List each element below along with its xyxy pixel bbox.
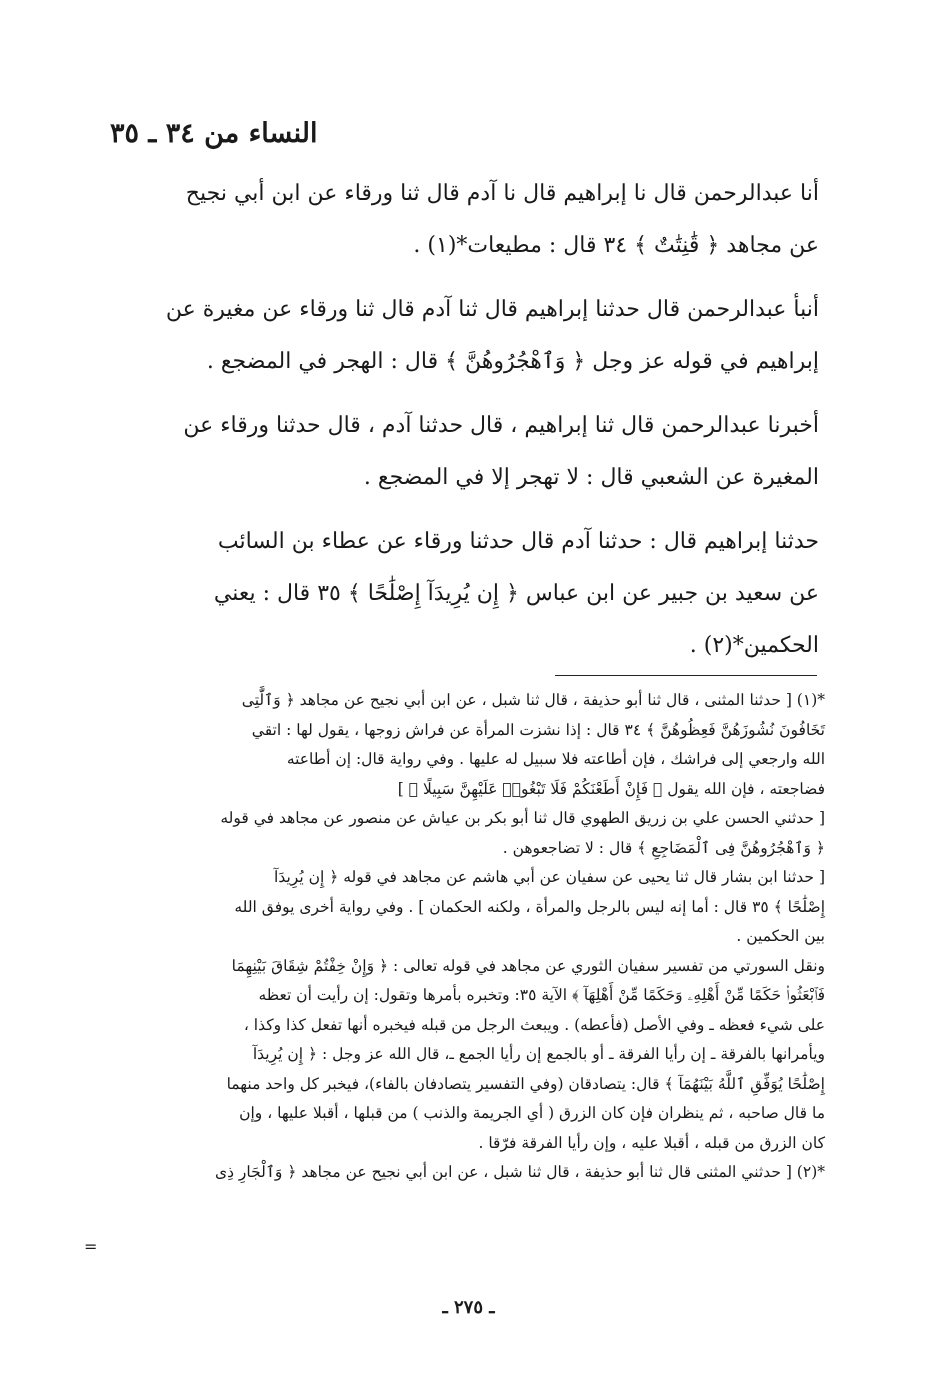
text-line: المغيرة عن الشعبي قال : لا تهجر إلا في المضجع . xyxy=(363,465,819,490)
footnote-line: كان الزرق من قبله ، أقبلا عليه ، وإن رأيا الفرقة فرّقا . xyxy=(478,1133,825,1152)
text-line: حدثنا إبراهيم قال : حدثنا آدم قال حدثنا ورقاء عن عطاء بن السائب xyxy=(217,529,819,554)
text-line: أخبرنا عبدالرحمن قال ثنا إبراهيم ، قال حدثنا آدم ، قال حدثنا ورقاء عن xyxy=(183,413,819,438)
footnote-line: فَٱبْعَثُوا۟ حَكَمًا مِّنْ أَهْلِهِۦ وَحَكَمًا مِّنْ أَهْلِهَآ ﴾ الآية ٣٥: وتخبره بأمرها وتقول: إن رأيت أن تعظه xyxy=(258,986,825,1004)
footnote-line: *(١) [ حدثنا المثنى ، قال ثنا أبو حذيفة ، قال ثنا شبل ، عن ابن أبي نجيح عن مجاهد ﴿ وَٱلَّٰتِى xyxy=(241,691,825,709)
text-line: أنا عبدالرحمن قال نا إبراهيم قال نا آدم قال ثنا ورقاء عن ابن أبي نجيح xyxy=(185,181,819,206)
text-line: أنبأ عبدالرحمن قال حدثنا إبراهيم قال ثنا آدم قال ثنا ورقاء عن مغيرة عن xyxy=(165,297,819,322)
footnote-line: بين الحكمين . xyxy=(736,927,825,945)
footnote xyxy=(112,952,825,1159)
continuation-mark: = xyxy=(84,1237,98,1256)
footnote-line: [ حدثنا ابن بشار قال ثنا يحيى عن سفيان عن أبي هاشم عن مجاهد في قوله ﴿ إِن يُرِيدَآ xyxy=(274,868,825,886)
footnote-line: إِصْلَٰحًا ﴾ ٣٥ قال : أما إنه ليس بالرجل والمرأة ، ولكنه الحكمان ] . وفي رواية أخرى يوفق الله xyxy=(234,897,825,916)
page-header-title: النساء من ٣٤ ـ ٣٥ xyxy=(110,118,318,149)
footnote-line: ويأمرانها بالفرقة ـ إن رأيا الفرقة ـ أو بالجمع إن رأيا الجمع ـ، قال الله عز وجل : ﴿ إِن يُرِيدَآ xyxy=(252,1045,825,1063)
text-line: الحكمين*(٢) . xyxy=(689,633,819,658)
main-text xyxy=(112,168,819,684)
page-number: ـ ٢٧٥ ـ xyxy=(442,1297,495,1318)
paragraph xyxy=(112,516,819,672)
footnote-separator xyxy=(555,675,817,676)
footnote-line: إِصْلَٰحًا يُوَفِّقِ ٱللَّهُ بَيْنَهُمَآ ﴾ قال: يتصادقان (وفي التفسير يتصادفان بالفاء)، فيخبر كل واحد منهما xyxy=(226,1074,825,1093)
footnote xyxy=(112,1158,825,1188)
footnote-line: ما قال صاحبه ، ثم ينظران فإن كان الزرق ( أي الجريمة والذنب ) من قبلها ، أقبلا عليها ، وإن xyxy=(239,1104,825,1122)
text-line: عن مجاهد ﴿ قَٰنِتَٰتٌ ﴾ ٣٤ قال : مطيعات*(١) . xyxy=(413,233,819,258)
text-line: إبراهيم في قوله عز وجل ﴿ وَٱهْجُرُوهُنَّ ﴾ قال : الهجر في المضجع . xyxy=(206,349,819,374)
footnotes xyxy=(112,686,825,1188)
footnote xyxy=(112,863,825,952)
text-line: عن سعيد بن جبير عن ابن عباس ﴿ إِن يُرِيدَآ إِصْلَٰحًا ﴾ ٣٥ قال : يعني xyxy=(213,581,819,606)
footnote-line: ونقل السورتي من تفسير سفيان الثوري عن مجاهد في قوله تعالى : ﴿ وَإِنْ خِفْتُمْ شِقَاقَ بَيْنِهِمَا xyxy=(231,956,825,975)
paragraph xyxy=(112,284,819,388)
footnote xyxy=(112,686,825,804)
footnote-line: على شيء فعظه ـ وفي الأصل (فأعطه) . ويبعث الرجل من قبله فيخبره أنها تفعل كذا وكذا ، xyxy=(243,1015,825,1034)
footnote-line: تَخَافُونَ نُشُوزَهُنَّ فَعِظُوهُنَّ ﴾ ٣٤ قال : إذا نشزت المرأة عن فراش زوجها ، يقول لها : اتقي xyxy=(251,720,825,739)
footnote xyxy=(112,804,825,863)
footnote-line: *(٢) [ حدثني المثنى قال ثنا أبو حذيفة ، قال ثنا شبل ، عن ابن أبي نجيح عن مجاهد ﴿ وَٱلْجَارِ ذِى xyxy=(214,1163,825,1181)
footnote-line: [ حدثني الحسن علي بن زريق الطهوي قال ثنا أبو بكر بن عياش عن منصور عن مجاهد في قوله xyxy=(220,809,825,827)
paragraph xyxy=(112,400,819,504)
footnote-line: فضاجعته ، فإن الله يقول ﴿ فَإِنْ أَطَعْنَكُمْ فَلَا تَبْغُوا۟ عَلَيْهِنَّ سَبِيلًا ﴾ ] xyxy=(397,779,825,798)
footnote-line: الله وارجعي إلى فراشك ، فإن أطاعته فلا سبيل له عليها . وفي رواية قال: إن أطاعته xyxy=(286,750,825,768)
paragraph xyxy=(112,168,819,272)
footnote-line: ﴿ وَٱهْجُرُوهُنَّ فِى ٱلْمَضَاجِعِ ﴾ قال : لا تضاجعوهن . xyxy=(502,838,825,857)
